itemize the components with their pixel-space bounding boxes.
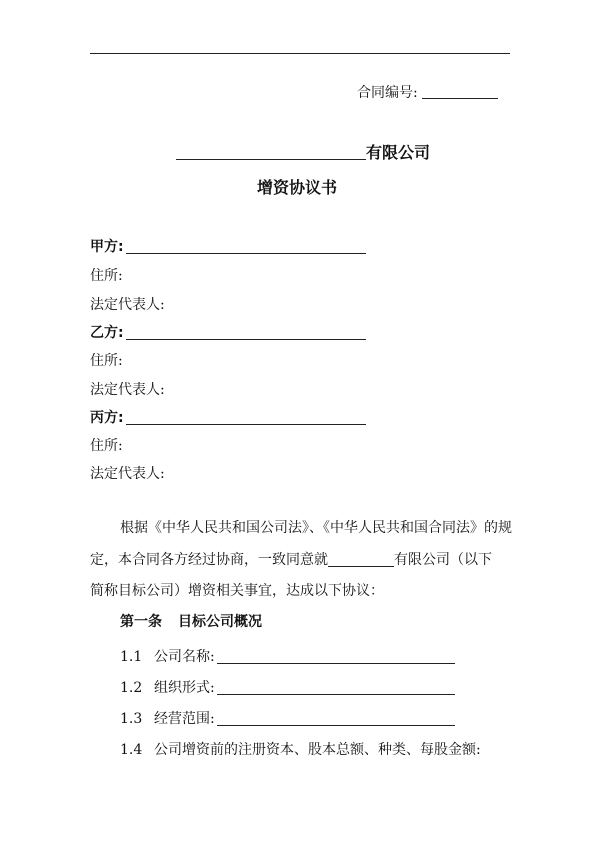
target-company-blank[interactable]	[328, 552, 394, 567]
item-company-name	[120, 646, 455, 666]
contract-number-label: 合同编号:	[357, 85, 418, 101]
article-1-title: 目标公司概况	[178, 614, 262, 630]
party-a-label: 甲方:	[90, 239, 124, 255]
party-b-label: 乙方:	[90, 325, 124, 341]
party-c-representative: 法定代表人:	[90, 466, 165, 482]
intro-line-2-end: 有限公司（以下	[394, 552, 492, 568]
contract-number-blank[interactable]	[422, 84, 498, 99]
intro-line-1: 根据《中华人民共和国公司法》、《中华人民共和国合同法》的规	[120, 520, 512, 536]
intro-line-2-start: 定，本合同各方经过协商，一致同意就	[90, 552, 328, 568]
organization-form-blank[interactable]	[217, 680, 455, 695]
item-number: 1.2	[120, 680, 143, 696]
party-b-representative: 法定代表人:	[90, 382, 165, 398]
article-1-heading	[120, 611, 262, 631]
party-c-label: 丙方:	[90, 410, 124, 426]
item-number: 1.1	[120, 649, 143, 665]
item-label: 公司名称:	[154, 649, 215, 665]
party-b	[90, 322, 366, 342]
item-number: 1.4	[120, 742, 143, 758]
party-c	[90, 407, 366, 427]
company-name-title	[176, 140, 430, 163]
intro-line-2	[90, 549, 510, 569]
party-c-blank[interactable]	[126, 410, 366, 425]
document-title: 增资协议书	[257, 178, 338, 197]
article-1-number: 第一条	[120, 614, 162, 630]
party-a-address: 住所:	[90, 268, 123, 284]
item-business-scope	[120, 708, 455, 728]
item-label: 组织形式:	[154, 680, 215, 696]
company-suffix: 有限公司	[366, 143, 431, 162]
header-rule	[90, 53, 510, 54]
item-number: 1.3	[120, 711, 143, 727]
item-organization-form	[120, 677, 455, 697]
business-scope-blank[interactable]	[217, 711, 455, 726]
party-a-representative: 法定代表人:	[90, 297, 165, 313]
party-a-blank[interactable]	[126, 239, 366, 254]
party-c-address: 住所:	[90, 438, 123, 454]
item-label: 经营范围:	[154, 711, 215, 727]
company-name-input-blank[interactable]	[217, 649, 455, 664]
item-label: 公司增资前的注册资本、股本总额、种类、每股金额:	[154, 742, 481, 758]
item-registered-capital	[120, 739, 481, 759]
party-a	[90, 236, 366, 256]
party-b-address: 住所:	[90, 353, 123, 369]
party-b-blank[interactable]	[126, 325, 366, 340]
intro-line-3: 简称目标公司）增资相关事宜，达成以下协议：	[90, 583, 384, 599]
contract-number-field	[357, 82, 498, 102]
company-name-blank[interactable]	[176, 144, 366, 160]
